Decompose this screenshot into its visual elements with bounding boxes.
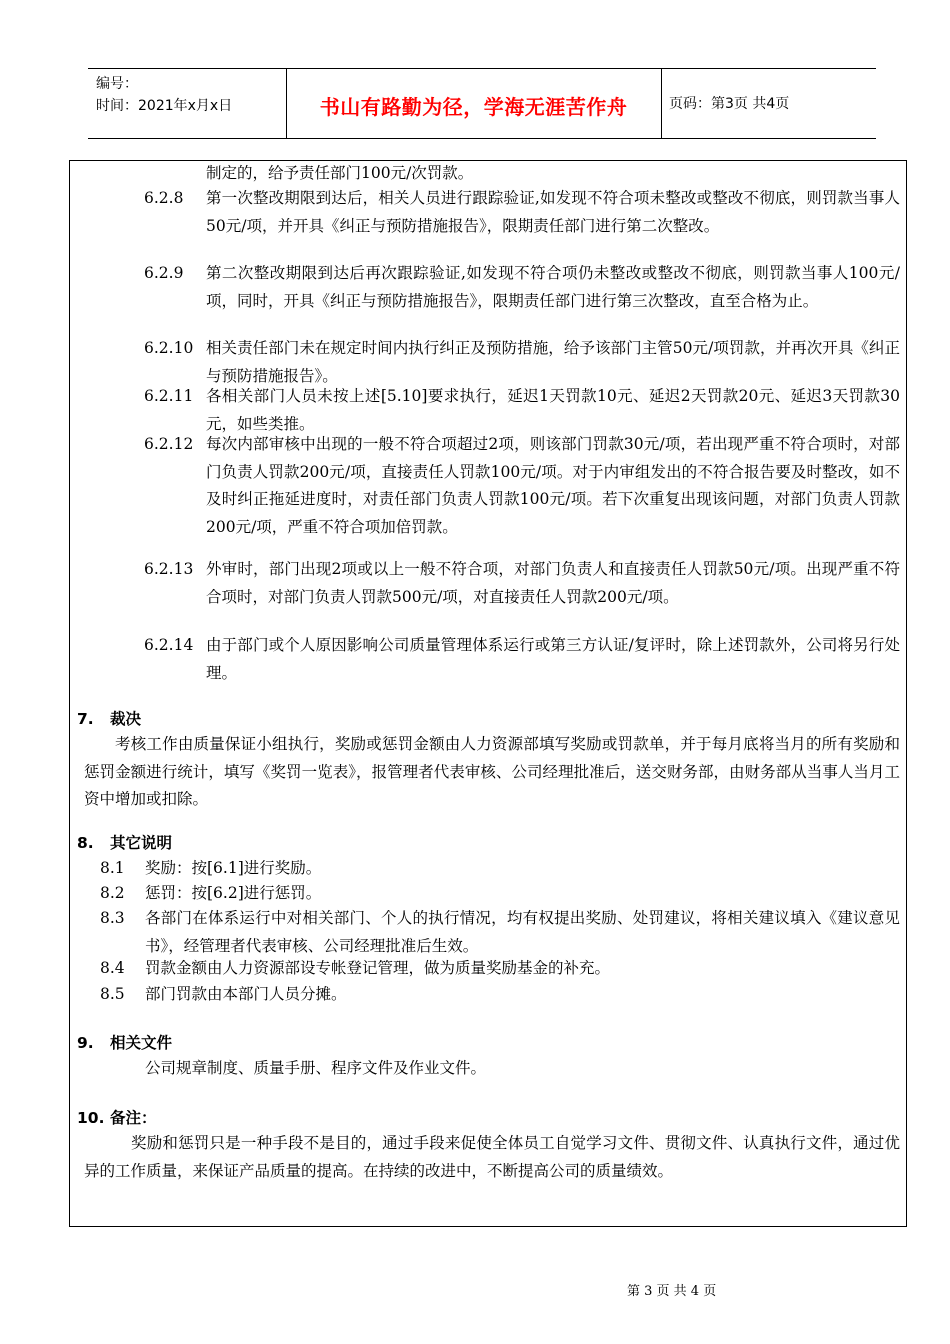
clause-number: 6.2.13 [144,560,194,578]
subclause-number: 8.5 [100,985,125,1003]
clause-number: 6.2.9 [144,264,184,282]
subclause-8-3 [100,905,900,960]
clause-6-2-11 [144,383,900,438]
subclause-text: 部门罚款由本部门人员分摊。 [145,985,347,1003]
clause-number: 6.2.10 [144,339,194,357]
header-divider [661,69,662,138]
subclause-text: 罚款金额由人力资源部设专帐登记管理，做为质量奖励基金的补充。 [145,959,611,977]
subclause-text: 奖励：按[6.1]进行奖励。 [145,859,322,877]
doc-time-label: 时间：2021年x月x日 [96,98,233,114]
clause-text: 每次内部审核中出现的一般不符合项超过2项，则该部门罚款30元/项，若出现严重不符合项时，对部门负责人罚款200元/项，直接责任人罚款100元/项。对于内审组发出的不符合报告要及时整改，如不及时纠正拖延进度时，对责任部门负责人罚款100元/项。若下次重复出现该问题，对部门负责人罚款200元/项，严重不符合项加倍罚款。 [206,435,900,536]
clause-number: 6.2.11 [144,387,194,405]
clause-text: 外审时，部门出现2项或以上一般不符合项，对部门负责人和直接责任人罚款50元/项。出现严重不符合项时，对部门负责人罚款500元/项，对直接责任人罚款200元/项。 [206,560,900,606]
subclause-number: 8.2 [100,884,125,902]
clause-number: 6.2.14 [144,636,194,654]
section-title: 其它说明 [110,834,173,852]
clause-text: 相关责任部门未在规定时间内执行纠正及预防措施，给予该部门主管50元/项罚款，并再次开具《纠正与预防措施报告》。 [206,339,900,385]
header-page-label: 页码：第3页 共4页 [669,96,790,112]
clause-text: 第一次整改期限到达后，相关人员进行跟踪验证,如发现不符合项未整改或整改不彻底，则罚款当事人50元/项，并开具《纠正与预防措施报告》，限期责任部门进行第二次整改。 [206,189,900,235]
subclause-text: 各部门在体系运行中对相关部门、个人的执行情况，均有权提出奖励、处罚建议，将相关建议填入《建议意见书》，经管理者代表审核、公司经理批准后生效。 [145,909,900,955]
section-9-heading [77,1030,172,1057]
subclause-text: 惩罚：按[6.2]进行惩罚。 [145,884,322,902]
section-7-heading [77,706,141,733]
subclause-number: 8.1 [100,859,125,877]
clause-6-2-10 [144,335,900,390]
page-footer: 第 3 页 共 4 页 [627,1284,717,1299]
clause-6-2-13 [144,556,900,611]
clause-text: 由于部门或个人原因影响公司质量管理体系运行或第三方认证/复评时，除上述罚款外，公司将另行处理。 [206,636,900,682]
section-title: 相关文件 [110,1034,173,1052]
clause-number: 6.2.12 [144,435,194,453]
section-8-heading [77,830,172,857]
clause-6-2-9 [144,260,900,315]
section-10-text: 奖励和惩罚只是一种手段不是目的，通过手段来促使全体员工自觉学习文件、贯彻文件、认真执行文件，通过优异的工作质量，来保证产品质量的提高。在持续的改进中，不断提高公司的质量绩效。 [84,1134,900,1180]
clause-6-2-8 [144,185,900,240]
subclause-8-4 [100,955,900,983]
subclause-8-2 [100,880,900,908]
section-7-text: 考核工作由质量保证小组执行，奖励或惩罚金额由人力资源部填写奖励或罚款单，并于每月底将当月的所有奖励和惩罚金额进行统计，填写《奖罚一览表》，报管理者代表审核、公司经理批准后，送交财务部，由财务部从当事人当月工资中增加或扣除。 [84,735,900,808]
clause-text: 第二次整改期限到达后再次跟踪验证,如发现不符合项仍未整改或整改不彻底，则罚款当事人100元/项，同时，开具《纠正与预防措施报告》，限期责任部门进行第三次整改，直至合格为止。 [206,264,900,310]
clause-text: 制定的，给予责任部门100元/次罚款。 [206,164,474,182]
clause-text: 各相关部门人员未按上述[5.10]要求执行，延迟1天罚款10元、延迟2天罚款20元、延迟3天罚款30元，如些类推。 [206,387,900,433]
subclause-number: 8.3 [100,909,125,927]
clause-6-2-12 [144,431,900,541]
section-number: 9. [77,1034,94,1052]
clause-number: 6.2.8 [144,189,184,207]
document-header [88,68,876,139]
header-motto: 书山有路勤为径，学海无涯苦作舟 [319,95,628,119]
subclause-8-5 [100,981,900,1009]
header-meta [96,73,232,117]
section-title: 备注： [110,1109,157,1127]
section-title: 裁决 [110,710,142,728]
clause-continuation [144,160,900,188]
section-10-heading [77,1105,157,1132]
section-number: 7. [77,710,94,728]
subclause-8-1 [100,855,900,883]
section-number: 8. [77,834,94,852]
clause-6-2-14 [144,632,900,687]
section-number: 10. [77,1109,105,1127]
subclause-number: 8.4 [100,959,125,977]
section-9-text: 公司规章制度、质量手册、程序文件及作业文件。 [145,1059,487,1077]
doc-number-label: 编号： [96,76,138,92]
